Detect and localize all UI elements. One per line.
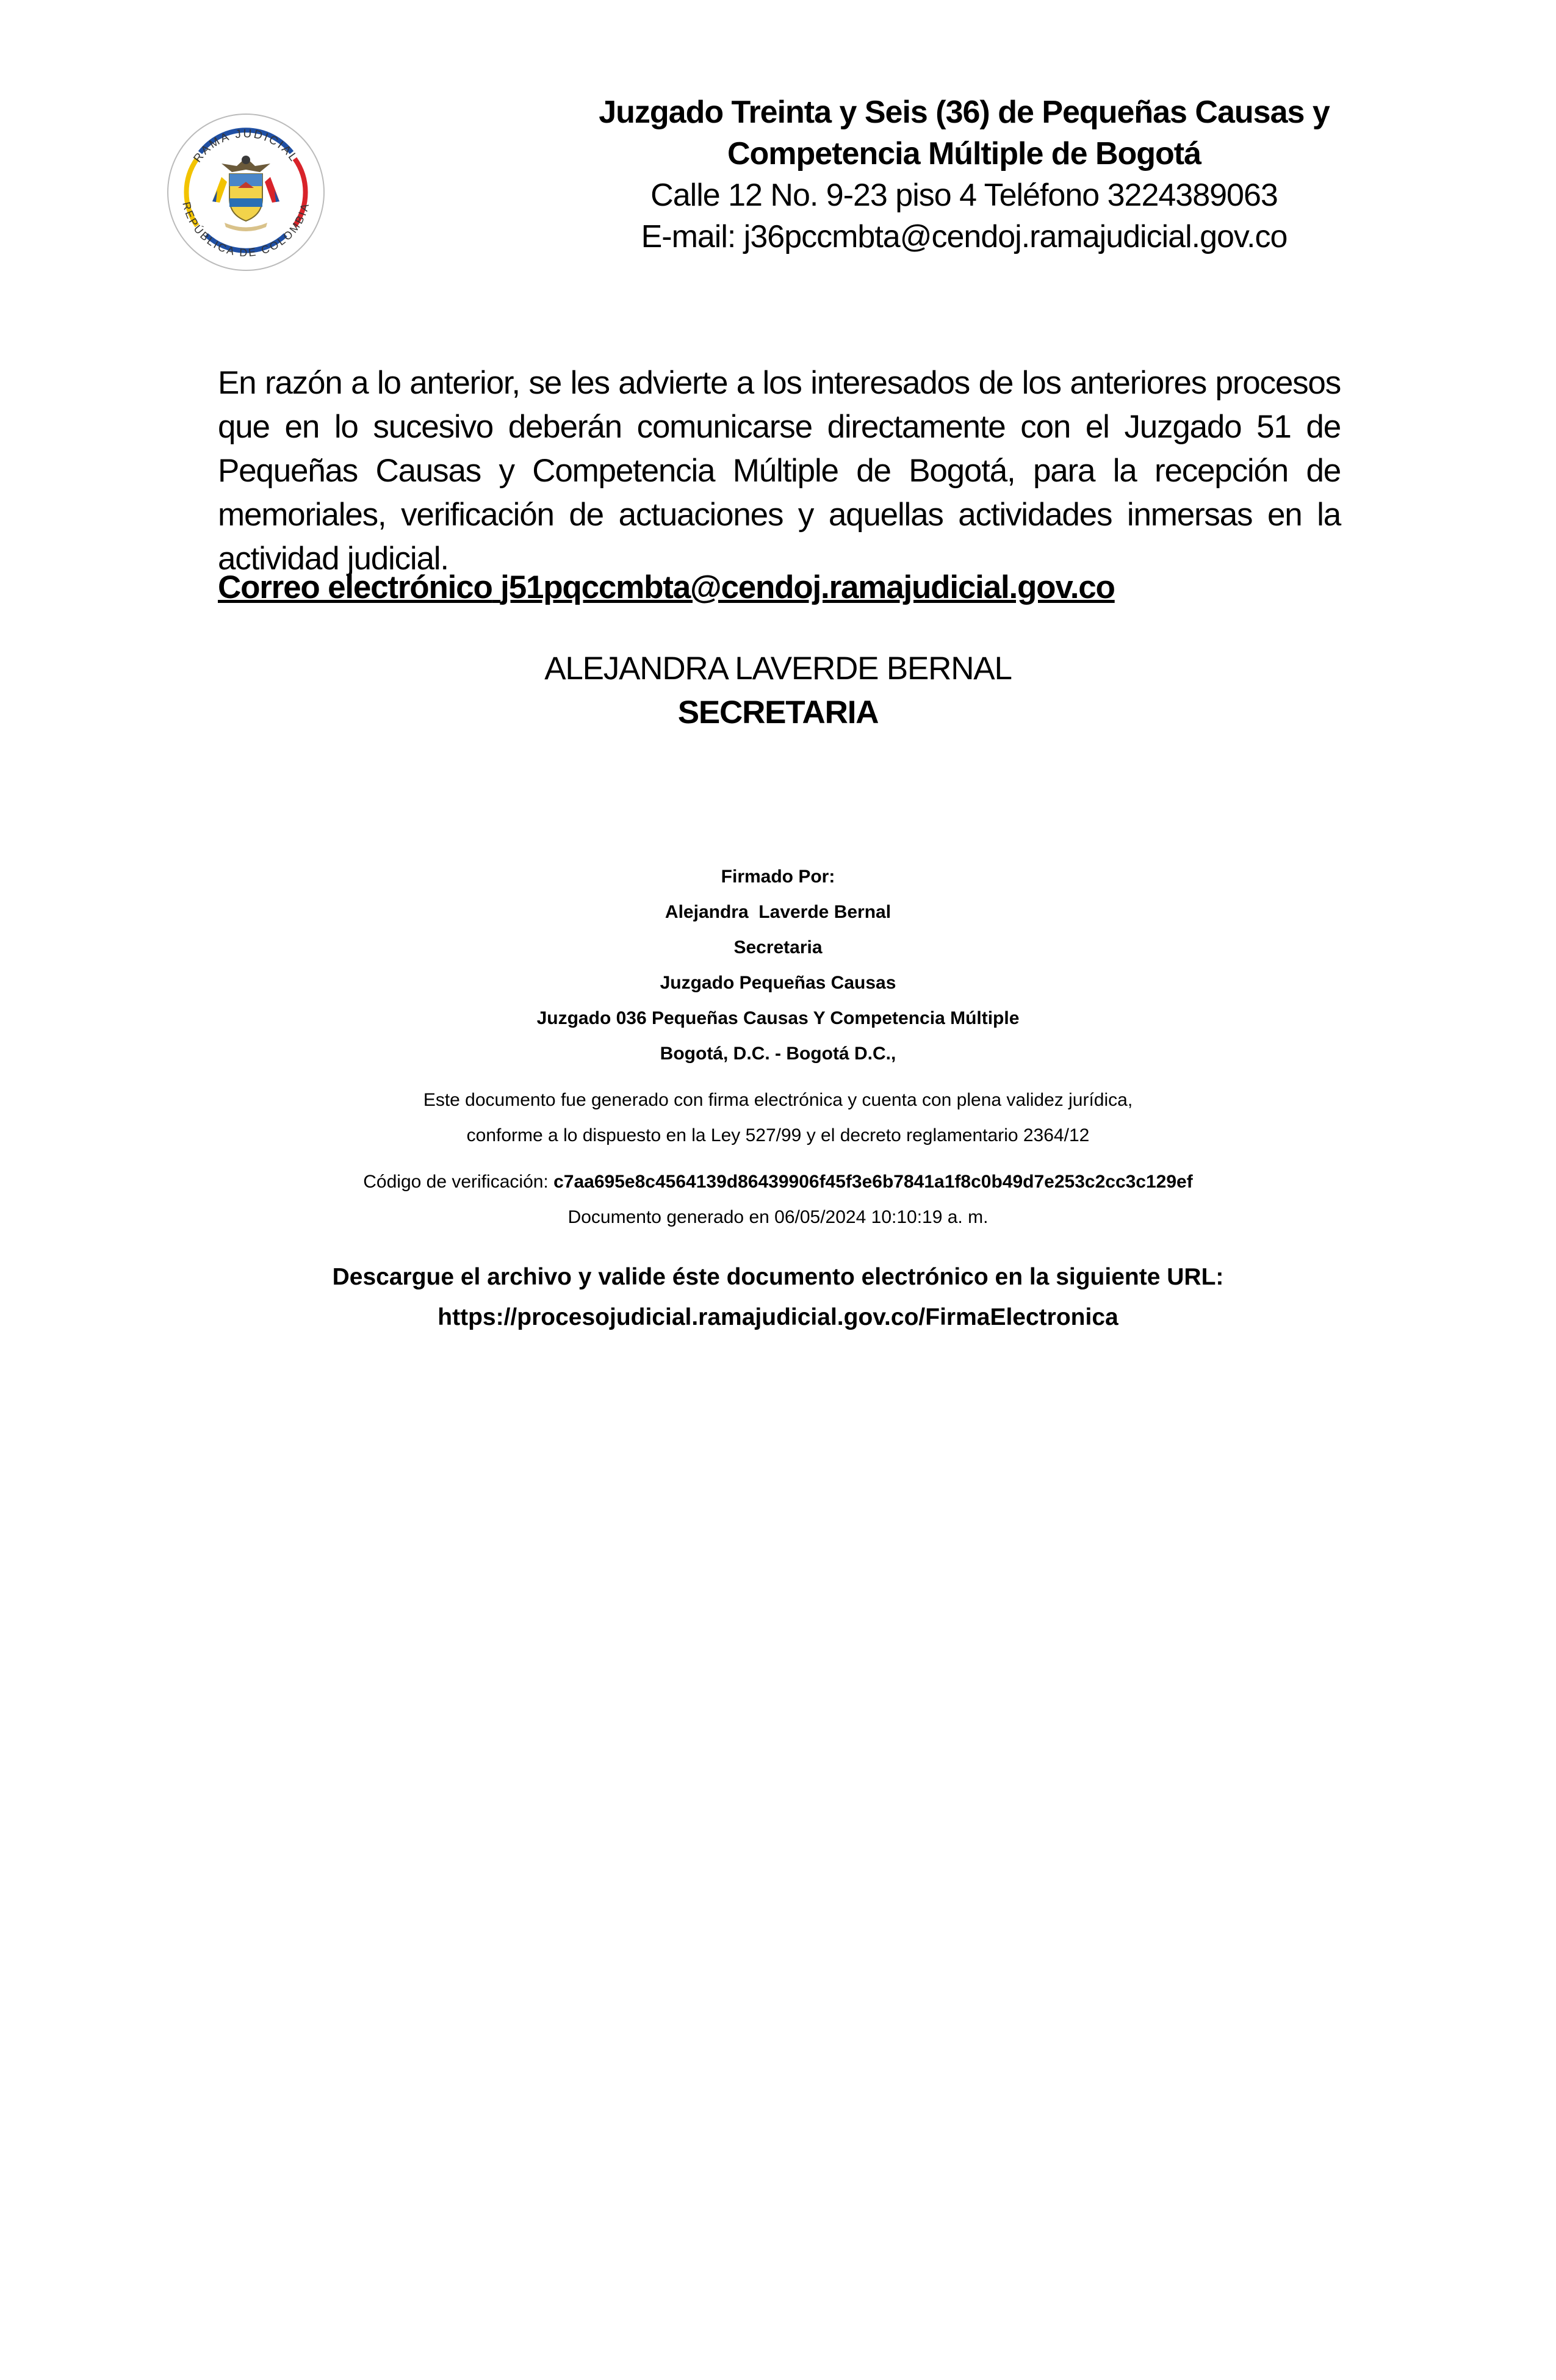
rama-judicial-seal [164, 110, 328, 275]
signer-name: ALEJANDRA LAVERDE BERNAL [544, 651, 1012, 687]
esig-role: Secretaria [733, 937, 823, 957]
seal-text-bottom: REPÚBLICA DE COLOMBIA [180, 200, 312, 259]
electronic-signature-block [0, 859, 1556, 1338]
esig-signed-by: Firmado Por: [721, 867, 835, 887]
esig-validity-line1: Este documento fue generado con firma electrónica y cuenta con plena validez jurídica, [423, 1090, 1133, 1110]
esig-generated-date: Documento generado en 06/05/2024 10:10:19 a. m. [567, 1207, 989, 1227]
notice-paragraph: En razón a lo anterior, se les advierte a los interesados de los anteriores procesos que en lo sucesivo deberán comunicarse directamente con el Juzgado 51 de Pequeñas Causas y Competencia Múltiple de Bogotá, para la recepción de memoriales, verificación de actuaciones y aquellas actividades inmersas en la actividad judicial. [218, 365, 1341, 577]
esig-verification-label: Código de verificación: [363, 1172, 549, 1192]
esig-verification [0, 1164, 1556, 1200]
contact-email-link[interactable]: j51pqccmbta@cendoj.ramajudicial.gov.co [500, 569, 1115, 605]
court-header [537, 92, 1391, 258]
contact-email-label: Correo electrónico [218, 569, 492, 605]
esig-validity-line2: conforme a lo dispuesto en la Ley 527/99 y el decreto reglamentario 2364/12 [466, 1125, 1090, 1145]
court-address: Calle 12 No. 9-23 piso 4 Teléfono 3224389063 [650, 178, 1278, 213]
esig-download-text: Descargue el archivo y valide éste documento electrónico en la siguiente URL: [332, 1264, 1224, 1290]
signer-title: SECRETARIA [677, 694, 879, 730]
esig-name: Alejandra Laverde Bernal [665, 902, 891, 922]
court-name-line1: Juzgado Treinta y Seis (36) de Pequeñas Causas y [599, 95, 1330, 130]
court-name-line2: Competencia Múltiple de Bogotá [727, 136, 1201, 171]
seal-graphic [164, 110, 328, 275]
esig-city: Bogotá, D.C. - Bogotá D.C., [660, 1044, 896, 1064]
esig-court: Juzgado 036 Pequeñas Causas Y Competencia Múltiple [536, 1008, 1020, 1028]
seal-text-top: RAMA JUDICIAL [191, 127, 301, 165]
esig-download-url[interactable]: https://procesojudicial.ramajudicial.gov.co/FirmaElectronica [438, 1304, 1118, 1330]
contact-email-line [218, 566, 1341, 609]
esig-verification-code: c7aa695e8c4564139d86439906f45f3e6b7841a1f8c0b49d7e253c2cc3c129ef [553, 1172, 1193, 1192]
court-email: E-mail: j36pccmbta@cendoj.ramajudicial.gov.co [641, 219, 1288, 254]
esig-office: Juzgado Pequeñas Causas [660, 973, 896, 993]
signer-block [0, 647, 1556, 735]
